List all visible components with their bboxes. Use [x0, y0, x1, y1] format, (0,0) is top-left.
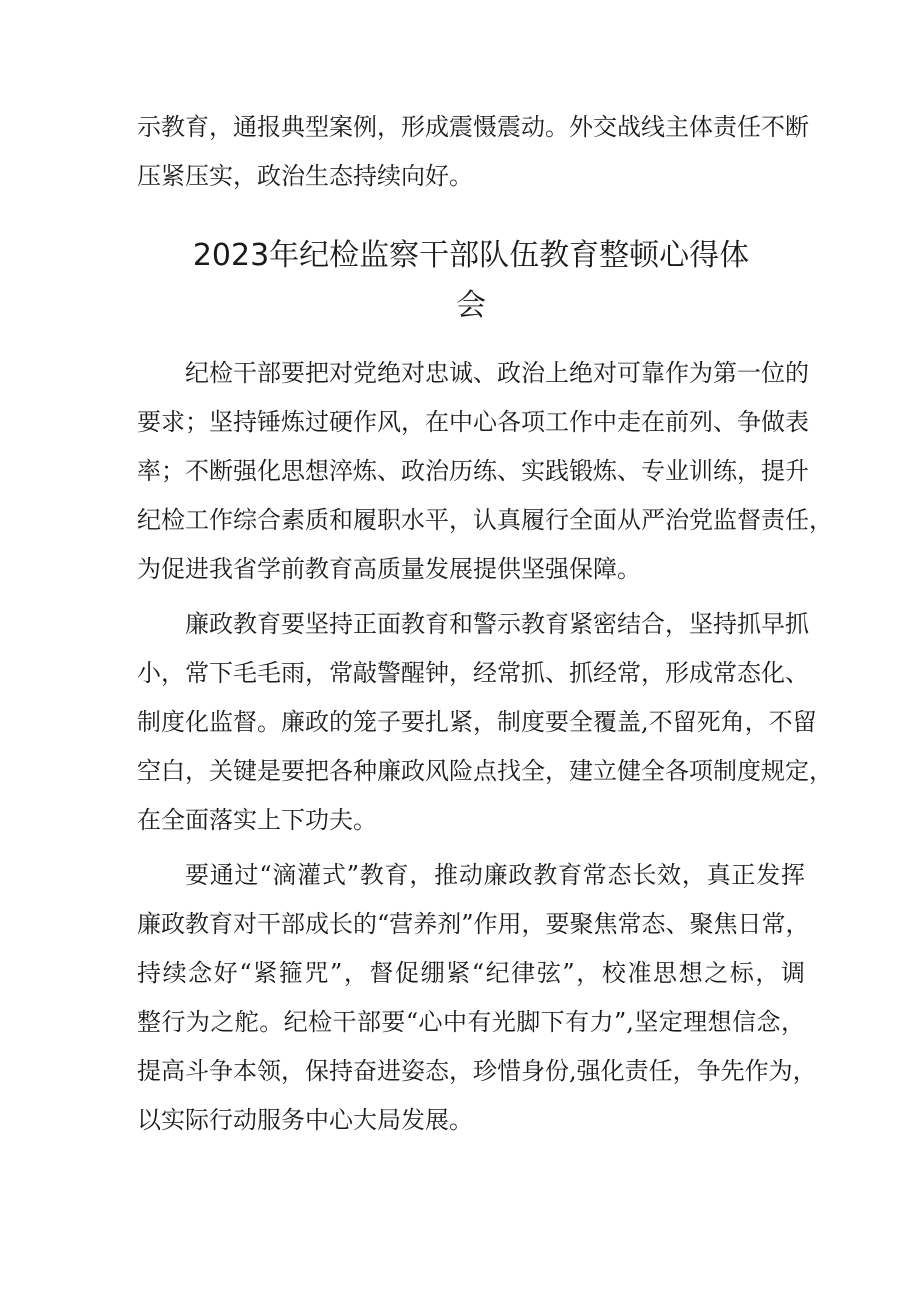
text-line: 小，常下毛毛雨，常敲警醒钟，经常抓、抓经常，形成常态化、: [137, 659, 809, 687]
document-page: [137, 103, 833, 1151]
text-line: 廉政教育要坚持正面教育和警示教育紧密结合，坚持抓早抓: [185, 610, 809, 638]
text-line: 整行为之舵。纪检干部要“心中有光脚下有力”,坚定理想信念，: [137, 1008, 805, 1036]
body-paragraph-1: [137, 349, 833, 594]
text-line: 在全面落实上下功夫。: [137, 806, 377, 834]
text-line: 制度化监督。廉政的笼子要扎紧，制度要全覆盖,不留死角，不留: [137, 708, 817, 736]
text-line: 示教育，通报典型案例，形成震慑震动。外交战线主体责任不断: [137, 113, 809, 141]
text-line: 纪检工作综合素质和履职水平，认真履行全面从严治党监督责任，: [137, 506, 833, 534]
text-line: 提高斗争本领，保持奋进姿态，珍惜身份,强化责任，争先作为，: [137, 1057, 817, 1085]
text-line: 廉政教育对干部成长的“营养剂”作用，要聚焦常态、聚焦日常，: [137, 910, 810, 938]
text-line: 以实际行动服务中心大局发展。: [137, 1106, 473, 1134]
title-line: 会: [456, 288, 486, 323]
text-line: 要通过“滴灌式”教育，推动廉政教育常态长效，真正发挥: [185, 861, 805, 889]
document-title: [137, 231, 805, 331]
text-line: 为促进我省学前教育高质量发展提供坚强保障。: [137, 555, 641, 583]
text-line: 空白，关键是要把各种廉政风险点找全，建立健全各项制度规定，: [137, 757, 833, 785]
body-paragraph-3: [137, 851, 817, 1145]
text-line: 要求；坚持锤炼过硬作风，在中心各项工作中走在前列、争做表: [137, 408, 809, 436]
text-line: 持续念好“紧箍咒”，督促绷紧“纪律弦”，校准思想之标，调: [137, 959, 805, 987]
text-line: 压紧压实，政治生态持续向好。: [137, 162, 473, 190]
title-line: 2023年纪检监察干部队伍教育整顿心得体: [192, 238, 750, 273]
intro-paragraph: [137, 103, 809, 201]
body-paragraph-2: [137, 600, 833, 845]
text-line: 纪检干部要把对党绝对忠诚、政治上绝对可靠作为第一位的: [185, 359, 809, 387]
text-line: 率；不断强化思想淬炼、政治历练、实践锻炼、专业训练，提升: [137, 457, 809, 485]
